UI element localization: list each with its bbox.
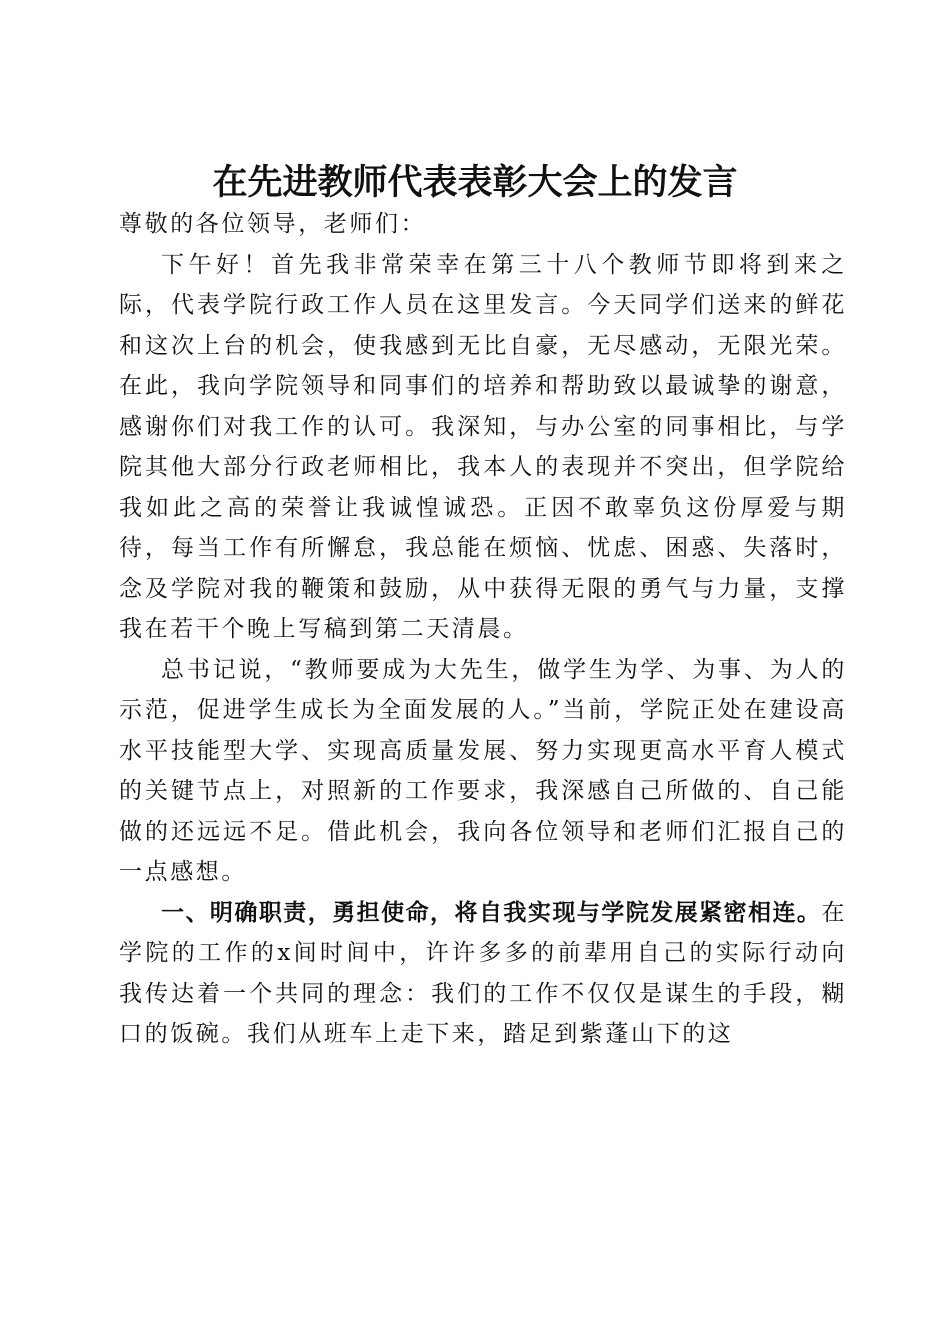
section-1-heading: 一、明确职责，勇担使命，将自我实现与学院发展紧密相连。	[161, 899, 822, 926]
document-body	[119, 204, 847, 1055]
salutation: 尊敬的各位领导，老师们：	[119, 211, 427, 237]
paragraph-greeting: 下午好！首先我非常荣幸在第三十八个教师节即将到来之际，代表学院行政工作人员在这里发言。今天同学们送来的鲜花和这次上台的机会，使我感到无比自豪，无尽感动，无限光荣。在此，我向学院领导和同事们的培养和帮助致以最诚挚的谢意，感谢你们对我工作的认可。我深知，与办公室的同事相比，与学院其他大部分行政老师相比，我本人的表现并不突出，但学院给我如此之高的荣誉让我诚惶诚恐。正因不敢辜负这份厚爱与期待，每当工作有所懈怠，我总能在烦恼、忧虑、困惑、失落时，念及学院对我的鞭策和鼓励，从中获得无限的勇气与力量，支撑我在若干个晚上写稿到第二天清晨。	[119, 251, 847, 642]
section-1-text: 在学院的工作的x间时间中，许许多多的前辈用自己的实际行动向我传达着一个共同的理念：我们的工作不仅仅是谋生的手段，糊口的饭碗。我们从班车上走下来，踏足到紫蓬山下的这	[119, 899, 847, 1047]
section-1-paragraph	[119, 893, 847, 1055]
document-title: 在先进教师代表表彰大会上的发言	[212, 162, 738, 204]
paragraph-quote: 总书记说，“教师要成为大先生，做学生为学、为事、为人的示范，促进学生成长为全面发展的人。”当前，学院正处在建设高水平技能型大学、实现高质量发展、努力实现更高水平育人模式的关键节点上，对照新的工作要求，我深感自己所做的、自己能做的还远远不足。借此机会，我向各位领导和老师们汇报自己的一点感想。	[119, 656, 847, 885]
